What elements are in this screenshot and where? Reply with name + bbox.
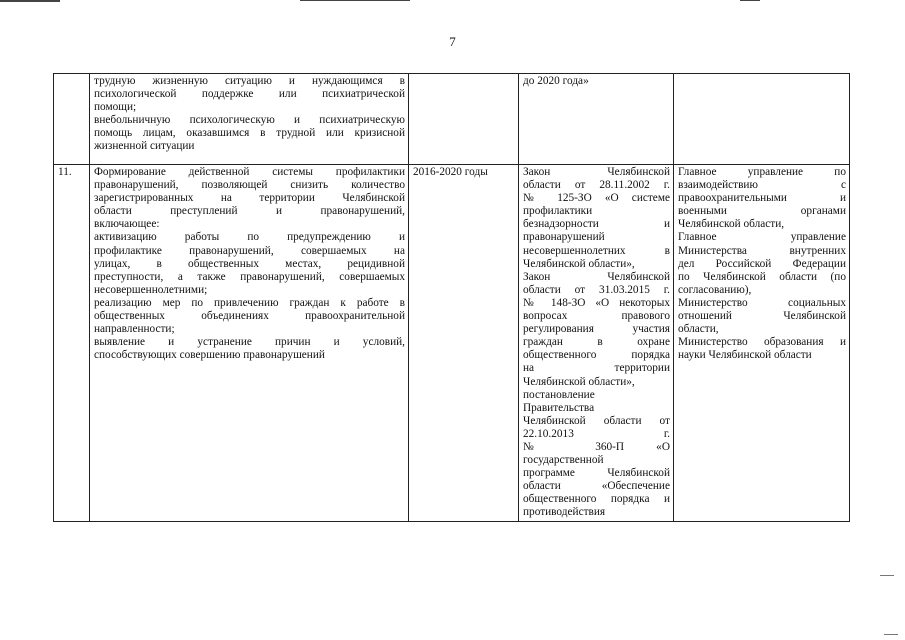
measure-line: профилактике правонарушений, совершаемых на bbox=[94, 244, 405, 257]
table-row bbox=[54, 74, 850, 165]
measure-line: помощи; bbox=[94, 101, 137, 114]
scan-edge-mark bbox=[300, 0, 410, 1]
executor-line: Главное управление bbox=[678, 231, 846, 244]
measure-cell bbox=[90, 165, 409, 522]
measure-line: преступности, а также правонарушений, совершаемых bbox=[94, 270, 405, 283]
basis-line: № 125-ЗО «О системе bbox=[523, 192, 670, 205]
basis-line: Закон Челябинской bbox=[523, 166, 670, 178]
measure-line: улицах, в общественных местах, рецидивной bbox=[94, 257, 405, 270]
executors-cell bbox=[674, 165, 850, 522]
basis-cell bbox=[519, 74, 674, 165]
basis-line: безнадзорности и bbox=[523, 218, 670, 231]
basis-cell bbox=[519, 165, 674, 522]
basis-line: правонарушений bbox=[523, 231, 605, 244]
basis-line: противодействия bbox=[523, 506, 606, 519]
basis-line: № 148-ЗО «О некоторых bbox=[523, 296, 670, 309]
measure-line: Формирование действенной системы профилактики bbox=[94, 166, 405, 178]
basis-line: 22.10.2013 г. bbox=[523, 427, 670, 440]
measure-line: области преступлений и правонарушений, bbox=[94, 205, 405, 218]
basis-line: программе Челябинской bbox=[523, 467, 670, 480]
executor-line: согласованию), bbox=[678, 283, 752, 296]
row-number-cell: 11. bbox=[54, 165, 90, 522]
executor-line: взаимодействию с bbox=[678, 179, 846, 192]
basis-line: до 2020 года» bbox=[523, 75, 589, 87]
basis-line: Челябинской области», bbox=[523, 375, 635, 388]
measure-line: направленности; bbox=[94, 323, 175, 336]
basis-line: постановление bbox=[523, 388, 595, 401]
executor-line: дел Российской Федерации bbox=[678, 257, 846, 270]
basis-line: профилактики bbox=[523, 205, 593, 218]
scan-edge-mark bbox=[880, 575, 894, 576]
measure-line: помощь лицам, оказавшимся в трудной или кризисной bbox=[94, 127, 405, 140]
executor-line: по Челябинской области (по bbox=[678, 270, 846, 283]
executor-line: отношений Челябинской bbox=[678, 310, 846, 323]
measure-line: жизненной ситуации bbox=[94, 140, 195, 153]
basis-line: общественного порядка bbox=[523, 349, 670, 362]
basis-line: № 360-П «О bbox=[523, 440, 670, 453]
measure-line: несовершеннолетними; bbox=[94, 283, 208, 296]
measure-line: способствующих совершению правонарушений bbox=[94, 349, 325, 362]
executor-line: науки Челябинской области bbox=[678, 349, 812, 362]
basis-line: общественного порядка и bbox=[523, 493, 670, 506]
measures-table bbox=[53, 73, 850, 522]
basis-line: области от 31.03.2015 г. bbox=[523, 283, 670, 296]
executor-line: правоохранительными и bbox=[678, 192, 846, 205]
executor-line: области, bbox=[678, 323, 719, 336]
measure-line: общественных объединениях правоохранительной bbox=[94, 310, 405, 323]
executor-line: Челябинской области, bbox=[678, 218, 785, 231]
basis-line: государственной bbox=[523, 454, 604, 467]
executors-cell bbox=[674, 74, 850, 165]
executor-line: Министерство социальных bbox=[678, 296, 846, 309]
page-number: 7 bbox=[449, 34, 456, 49]
measure-line: трудную жизненную ситуацию и нуждающимся в bbox=[94, 75, 405, 87]
table-row bbox=[54, 165, 850, 522]
basis-line: Закон Челябинской bbox=[523, 270, 670, 283]
executor-line: Главное управление по bbox=[678, 166, 846, 178]
basis-line: Челябинской области от bbox=[523, 414, 670, 427]
measure-line: внебольничную психологическую и психиатрическую bbox=[94, 114, 405, 127]
period-cell: 2016-2020 годы bbox=[409, 165, 519, 522]
measure-line: выявление и устранение причин и условий, bbox=[94, 336, 405, 349]
basis-line: вопросах правового bbox=[523, 310, 670, 323]
executor-line: Министерство образования и bbox=[678, 336, 846, 349]
measure-line: психологической поддержке или психиатрической bbox=[94, 88, 405, 101]
row-number-cell bbox=[54, 74, 90, 165]
executor-line: Министерства внутренних bbox=[678, 244, 846, 257]
basis-line: Челябинской области», bbox=[523, 257, 635, 270]
measure-line: активизацию работы по предупреждению и bbox=[94, 231, 405, 244]
basis-line: области от 28.11.2002 г. bbox=[523, 179, 670, 192]
basis-line: области «Обеспечение bbox=[523, 480, 670, 493]
scan-edge-mark bbox=[0, 0, 60, 2]
measure-line: зарегистрированных на территории Челябинской bbox=[94, 192, 405, 205]
scan-edge-mark bbox=[884, 634, 898, 635]
basis-line: Правительства bbox=[523, 401, 595, 414]
basis-line: несовершеннолетних в bbox=[523, 244, 670, 257]
executor-line: военными органами bbox=[678, 205, 846, 218]
measure-line: правонарушений, позволяющей снизить количество bbox=[94, 179, 405, 192]
measure-line: реализацию мер по привлечению граждан к работе в bbox=[94, 296, 405, 309]
scan-edge-mark bbox=[740, 0, 760, 1]
measure-cell bbox=[90, 74, 409, 165]
basis-line: на территории bbox=[523, 362, 670, 375]
basis-line: регулирования участия bbox=[523, 323, 670, 336]
basis-line: граждан в охране bbox=[523, 336, 670, 349]
period-cell bbox=[409, 74, 519, 165]
measure-line: включающее: bbox=[94, 218, 160, 231]
